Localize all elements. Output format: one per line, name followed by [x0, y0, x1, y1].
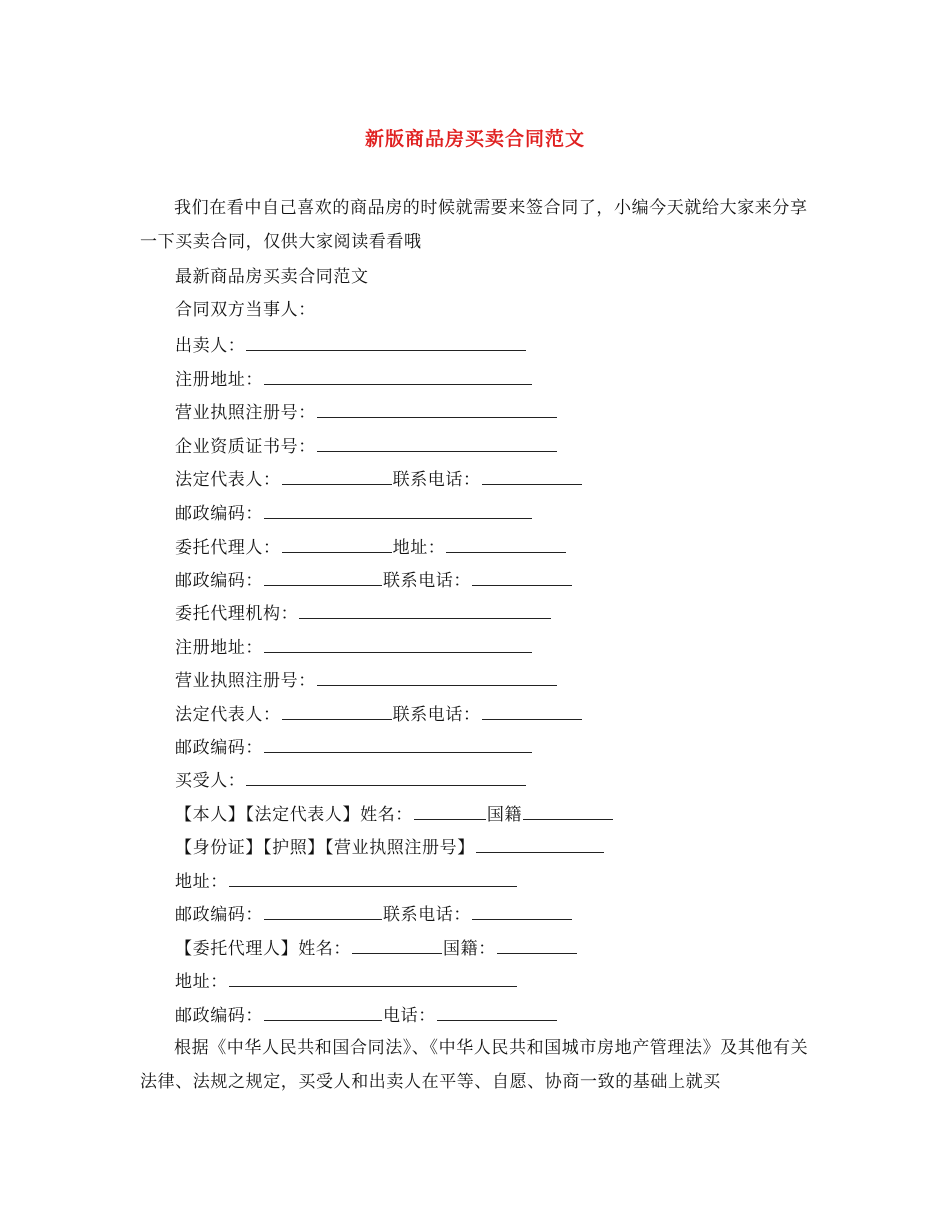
seller-agent-blank[interactable] [282, 534, 392, 553]
seller-postcode-label: 邮政编码： [175, 504, 263, 524]
seller-agent-postcode-blank[interactable] [264, 567, 382, 586]
seller-reg-address-line [175, 366, 533, 392]
buyer-agent-label: 【委托代理人】姓名： [175, 939, 351, 959]
buyer-blank[interactable] [246, 767, 526, 786]
buyer-postcode-label: 邮政编码： [175, 905, 263, 925]
agency-legal-rep-blank[interactable] [282, 701, 392, 720]
buyer-phone-label: 联系电话： [383, 905, 471, 925]
buyer-id-line [175, 834, 605, 860]
seller-legal-rep-label: 法定代表人： [175, 470, 281, 490]
seller-postcode-line [175, 500, 533, 526]
seller-postcode-blank[interactable] [264, 500, 532, 519]
seller-address-label: 地址： [392, 538, 446, 558]
agency-license-label: 营业执照注册号： [175, 671, 316, 691]
seller-qualification-line [175, 433, 558, 459]
agency-license-blank[interactable] [317, 667, 557, 686]
buyer-phone-blank[interactable] [472, 901, 572, 920]
parties-heading: 合同双方当事人： [175, 300, 316, 320]
buyer-postcode-blank[interactable] [264, 901, 382, 920]
buyer-name-line [175, 801, 614, 827]
agency-license-line [175, 667, 558, 693]
buyer-name-label: 【本人】【法定代表人】姓名： [175, 805, 413, 825]
agency-phone-blank[interactable] [482, 701, 582, 720]
seller-address-blank[interactable] [446, 534, 566, 553]
seller-phone-blank[interactable] [482, 466, 582, 485]
buyer-nationality-label: 国籍 [486, 805, 523, 825]
seller-agency-label: 委托代理机构： [175, 604, 299, 624]
seller-agent-postcode-line [175, 567, 573, 593]
buyer-agent-nationality-label: 国籍： [443, 939, 496, 959]
agency-postcode-line [175, 734, 533, 760]
agency-reg-address-blank[interactable] [264, 634, 532, 653]
seller-agent-line [175, 534, 567, 560]
agency-postcode-blank[interactable] [264, 734, 532, 753]
seller-blank[interactable] [246, 332, 526, 351]
seller-agency-blank[interactable] [299, 600, 551, 619]
subtitle: 最新商品房买卖合同范文 [175, 267, 369, 287]
agency-reg-address-line [175, 634, 533, 660]
agency-legal-rep-label: 法定代表人： [175, 705, 281, 725]
buyer-address-blank[interactable] [229, 868, 517, 887]
agency-phone-label: 联系电话： [392, 705, 481, 725]
buyer-nationality-blank[interactable] [523, 801, 613, 820]
seller-license-blank[interactable] [317, 399, 557, 418]
buyer-agent-address-line [175, 968, 518, 994]
seller-agency-line [175, 600, 552, 626]
buyer-address-line [175, 868, 518, 894]
seller-agent-label: 委托代理人： [175, 538, 281, 558]
buyer-agent-phone-blank[interactable] [437, 1002, 557, 1021]
agency-postcode-label: 邮政编码： [175, 738, 263, 758]
buyer-agent-blank[interactable] [352, 935, 442, 954]
agency-legal-rep-line [175, 701, 583, 727]
buyer-postcode-line [175, 901, 573, 927]
seller-qualification-blank[interactable] [317, 433, 557, 452]
buyer-line [175, 767, 527, 793]
buyer-agent-postcode-line [175, 1002, 558, 1028]
buyer-id-blank[interactable] [476, 834, 604, 853]
seller-legal-rep-blank[interactable] [282, 466, 392, 485]
agency-reg-address-label: 注册地址： [175, 638, 263, 658]
buyer-id-label: 【身份证】【护照】【营业执照注册号】 [175, 838, 475, 858]
seller-label: 出卖人： [175, 336, 246, 356]
document-title: 新版商品房买卖合同范文 [364, 128, 585, 150]
intro-paragraph: 我们在看中自己喜欢的商品房的时候就需要来签合同了，小编今天就给大家来分享一下买卖合同，仅供大家阅读看看哦 [140, 198, 808, 252]
seller-license-label: 营业执照注册号： [175, 403, 316, 423]
seller-agent-phone-blank[interactable] [472, 567, 572, 586]
buyer-agent-nationality-blank[interactable] [497, 935, 577, 954]
seller-legal-rep-line [175, 466, 583, 492]
seller-agent-phone-label: 联系电话： [383, 571, 471, 591]
buyer-address-label: 地址： [175, 872, 228, 892]
seller-qualification-label: 企业资质证书号： [175, 437, 316, 457]
buyer-agent-phone-label: 电话： [383, 1006, 436, 1026]
seller-reg-address-label: 注册地址： [175, 370, 263, 390]
buyer-agent-postcode-label: 邮政编码： [175, 1006, 263, 1026]
basis-paragraph: 根据《中华人民共和国合同法》、《中华人民共和国城市房地产管理法》及其他有关法律、法规之规定，买受人和出卖人在平等、自愿、协商一致的基础上就买 [140, 1038, 809, 1092]
buyer-agent-address-blank[interactable] [229, 968, 517, 987]
seller-reg-address-blank[interactable] [264, 366, 532, 385]
buyer-name-blank[interactable] [414, 801, 486, 820]
seller-phone-label: 联系电话： [392, 470, 481, 490]
buyer-agent-line [175, 935, 578, 961]
buyer-label: 买受人： [175, 771, 246, 791]
buyer-agent-address-label: 地址： [175, 972, 228, 992]
seller-license-line [175, 399, 558, 425]
seller-line [175, 332, 527, 358]
seller-agent-postcode-label: 邮政编码： [175, 571, 263, 591]
buyer-agent-postcode-blank[interactable] [264, 1002, 382, 1021]
